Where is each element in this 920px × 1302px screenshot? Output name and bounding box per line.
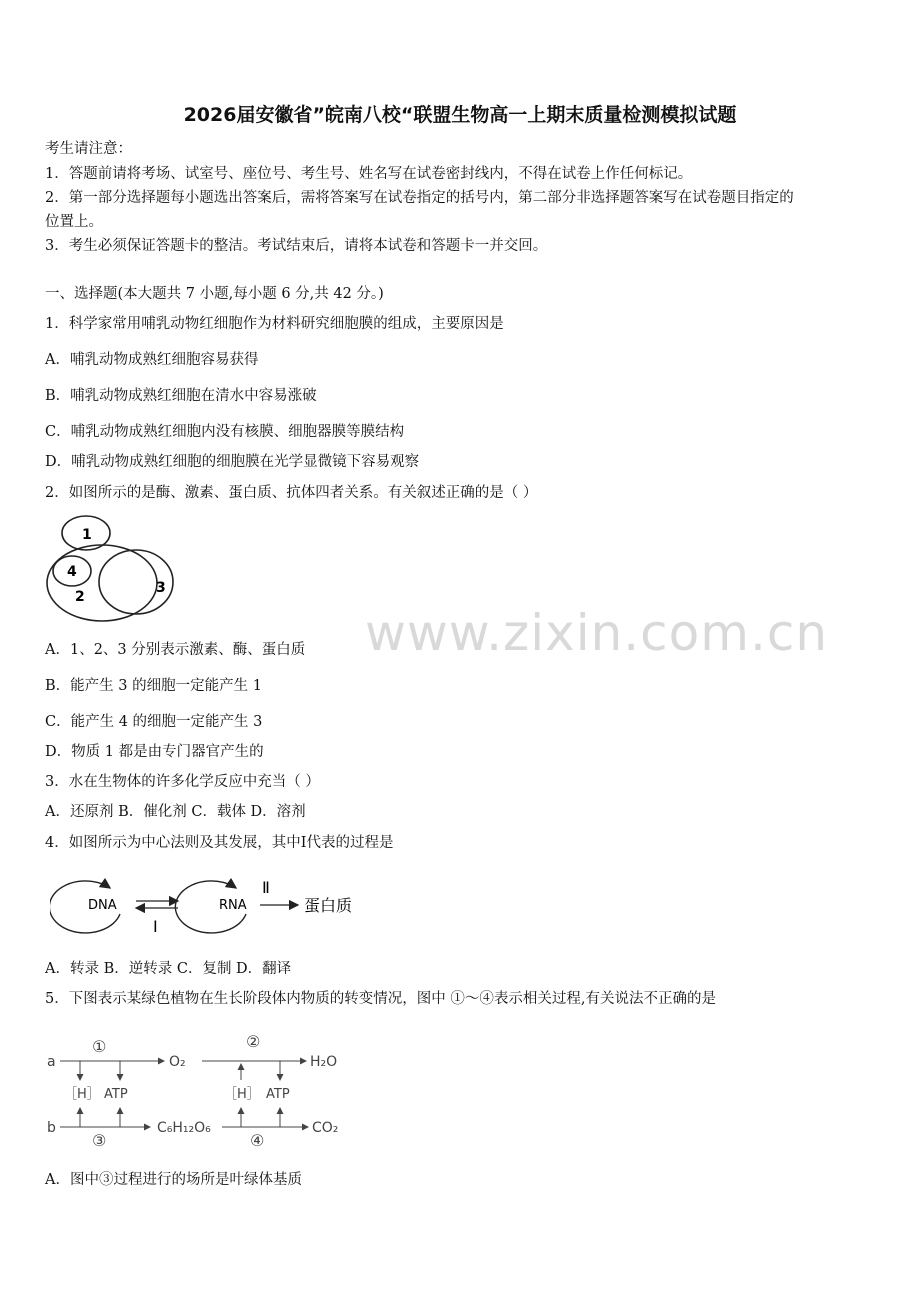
label-process-4: ④: [250, 1131, 265, 1150]
label-co2: CO₂: [312, 1120, 339, 1136]
venn-label-4: 4: [67, 564, 77, 580]
q2-option-d: D．物质 1 都是由专门器官产生的: [45, 744, 264, 760]
q2-stem: 2．如图所示的是酶、激素、蛋白质、抗体四者关系。有关叙述正确的是（ ）: [45, 485, 538, 501]
process-i-label: Ⅰ: [153, 917, 158, 936]
q4-stem: 4．如图所示为中心法则及其发展，其中Ⅰ代表的过程是: [45, 835, 394, 851]
q1-option-a: A．哺乳动物成熟红细胞容易获得: [45, 352, 259, 368]
venn-label-1: 1: [82, 527, 92, 543]
label-h2o: H₂O: [310, 1054, 338, 1070]
label-atp-right: ATP: [266, 1087, 290, 1102]
label-process-1: ①: [92, 1037, 107, 1056]
q4-options: A．转录 B．逆转录 C．复制 D．翻译: [45, 961, 292, 977]
venn-diagram: [44, 512, 184, 624]
q3-stem: 3．水在生物体的许多化学反应中充当（ ）: [45, 774, 320, 790]
label-a: a: [47, 1054, 56, 1070]
notice-heading: 考生请注意：: [45, 141, 132, 157]
label-b: b: [47, 1120, 56, 1136]
notice-item-2-cont: 位置上。: [45, 214, 103, 230]
q2-option-c: C．能产生 4 的细胞一定能产生 3: [45, 714, 263, 730]
q2-option-a: A．1、2、3 分别表示激素、酶、蛋白质: [45, 642, 306, 658]
rna-label: RNA: [219, 898, 247, 913]
notice-item-2: 2．第一部分选择题每小题选出答案后，需将答案写在试卷指定的括号内，第二部分非选择题答案写在试卷题目指定的: [45, 190, 794, 206]
q1-option-b: B．哺乳动物成熟红细胞在清水中容易涨破: [45, 388, 317, 404]
notice-item-3: 3．考生必须保证答题卡的整洁。考试结束后，请将本试卷和答题卡一并交回。: [45, 238, 548, 254]
q5-option-a: A．图中③过程进行的场所是叶绿体基质: [45, 1172, 302, 1188]
venn-label-3: 3: [156, 580, 166, 596]
watermark: www.zixin.com.cn: [365, 604, 829, 662]
venn-label-2: 2: [75, 589, 85, 605]
dna-label: DNA: [88, 898, 117, 913]
section-heading: 一、选择题(本大题共 7 小题,每小题 6 分,共 42 分。): [45, 286, 384, 302]
q1-stem: 1．科学家常用哺乳动物红细胞作为材料研究细胞膜的组成，主要原因是: [45, 316, 504, 332]
label-glucose: C₆H₁₂O₆: [157, 1120, 211, 1136]
process-ii-label: Ⅱ: [262, 878, 270, 897]
central-dogma-diagram: [50, 874, 370, 944]
label-o2: O₂: [169, 1054, 186, 1070]
q3-options: A．还原剂 B．催化剂 C．载体 D．溶剂: [45, 804, 306, 820]
protein-label: 蛋白质: [304, 896, 353, 915]
page-title: 2026届安徽省”皖南八校“联盟生物高一上期末质量检测模拟试题: [183, 104, 737, 126]
label-h-left: ［H］: [64, 1087, 100, 1102]
q1-option-d: D．哺乳动物成熟红细胞的细胞膜在光学显微镜下容易观察: [45, 454, 420, 470]
q2-option-b: B．能产生 3 的细胞一定能产生 1: [45, 678, 262, 694]
q5-stem: 5．下图表示某绿色植物在生长阶段体内物质的转变情况，图中 ①～④表示相关过程,有关说法不正确的是: [45, 991, 716, 1007]
q1-option-c: C．哺乳动物成熟红细胞内没有核膜、细胞器膜等膜结构: [45, 424, 405, 440]
label-atp-left: ATP: [104, 1087, 128, 1102]
venn-circle-2: [47, 545, 157, 621]
notice-item-1: 1．答题前请将考场、试室号、座位号、考生号、姓名写在试卷密封线内，不得在试卷上作任何标记。: [45, 166, 693, 182]
label-process-3: ③: [92, 1131, 107, 1150]
metabolism-diagram: [44, 1028, 354, 1150]
label-h-right: ［H］: [224, 1087, 260, 1102]
label-process-2: ②: [246, 1032, 261, 1051]
